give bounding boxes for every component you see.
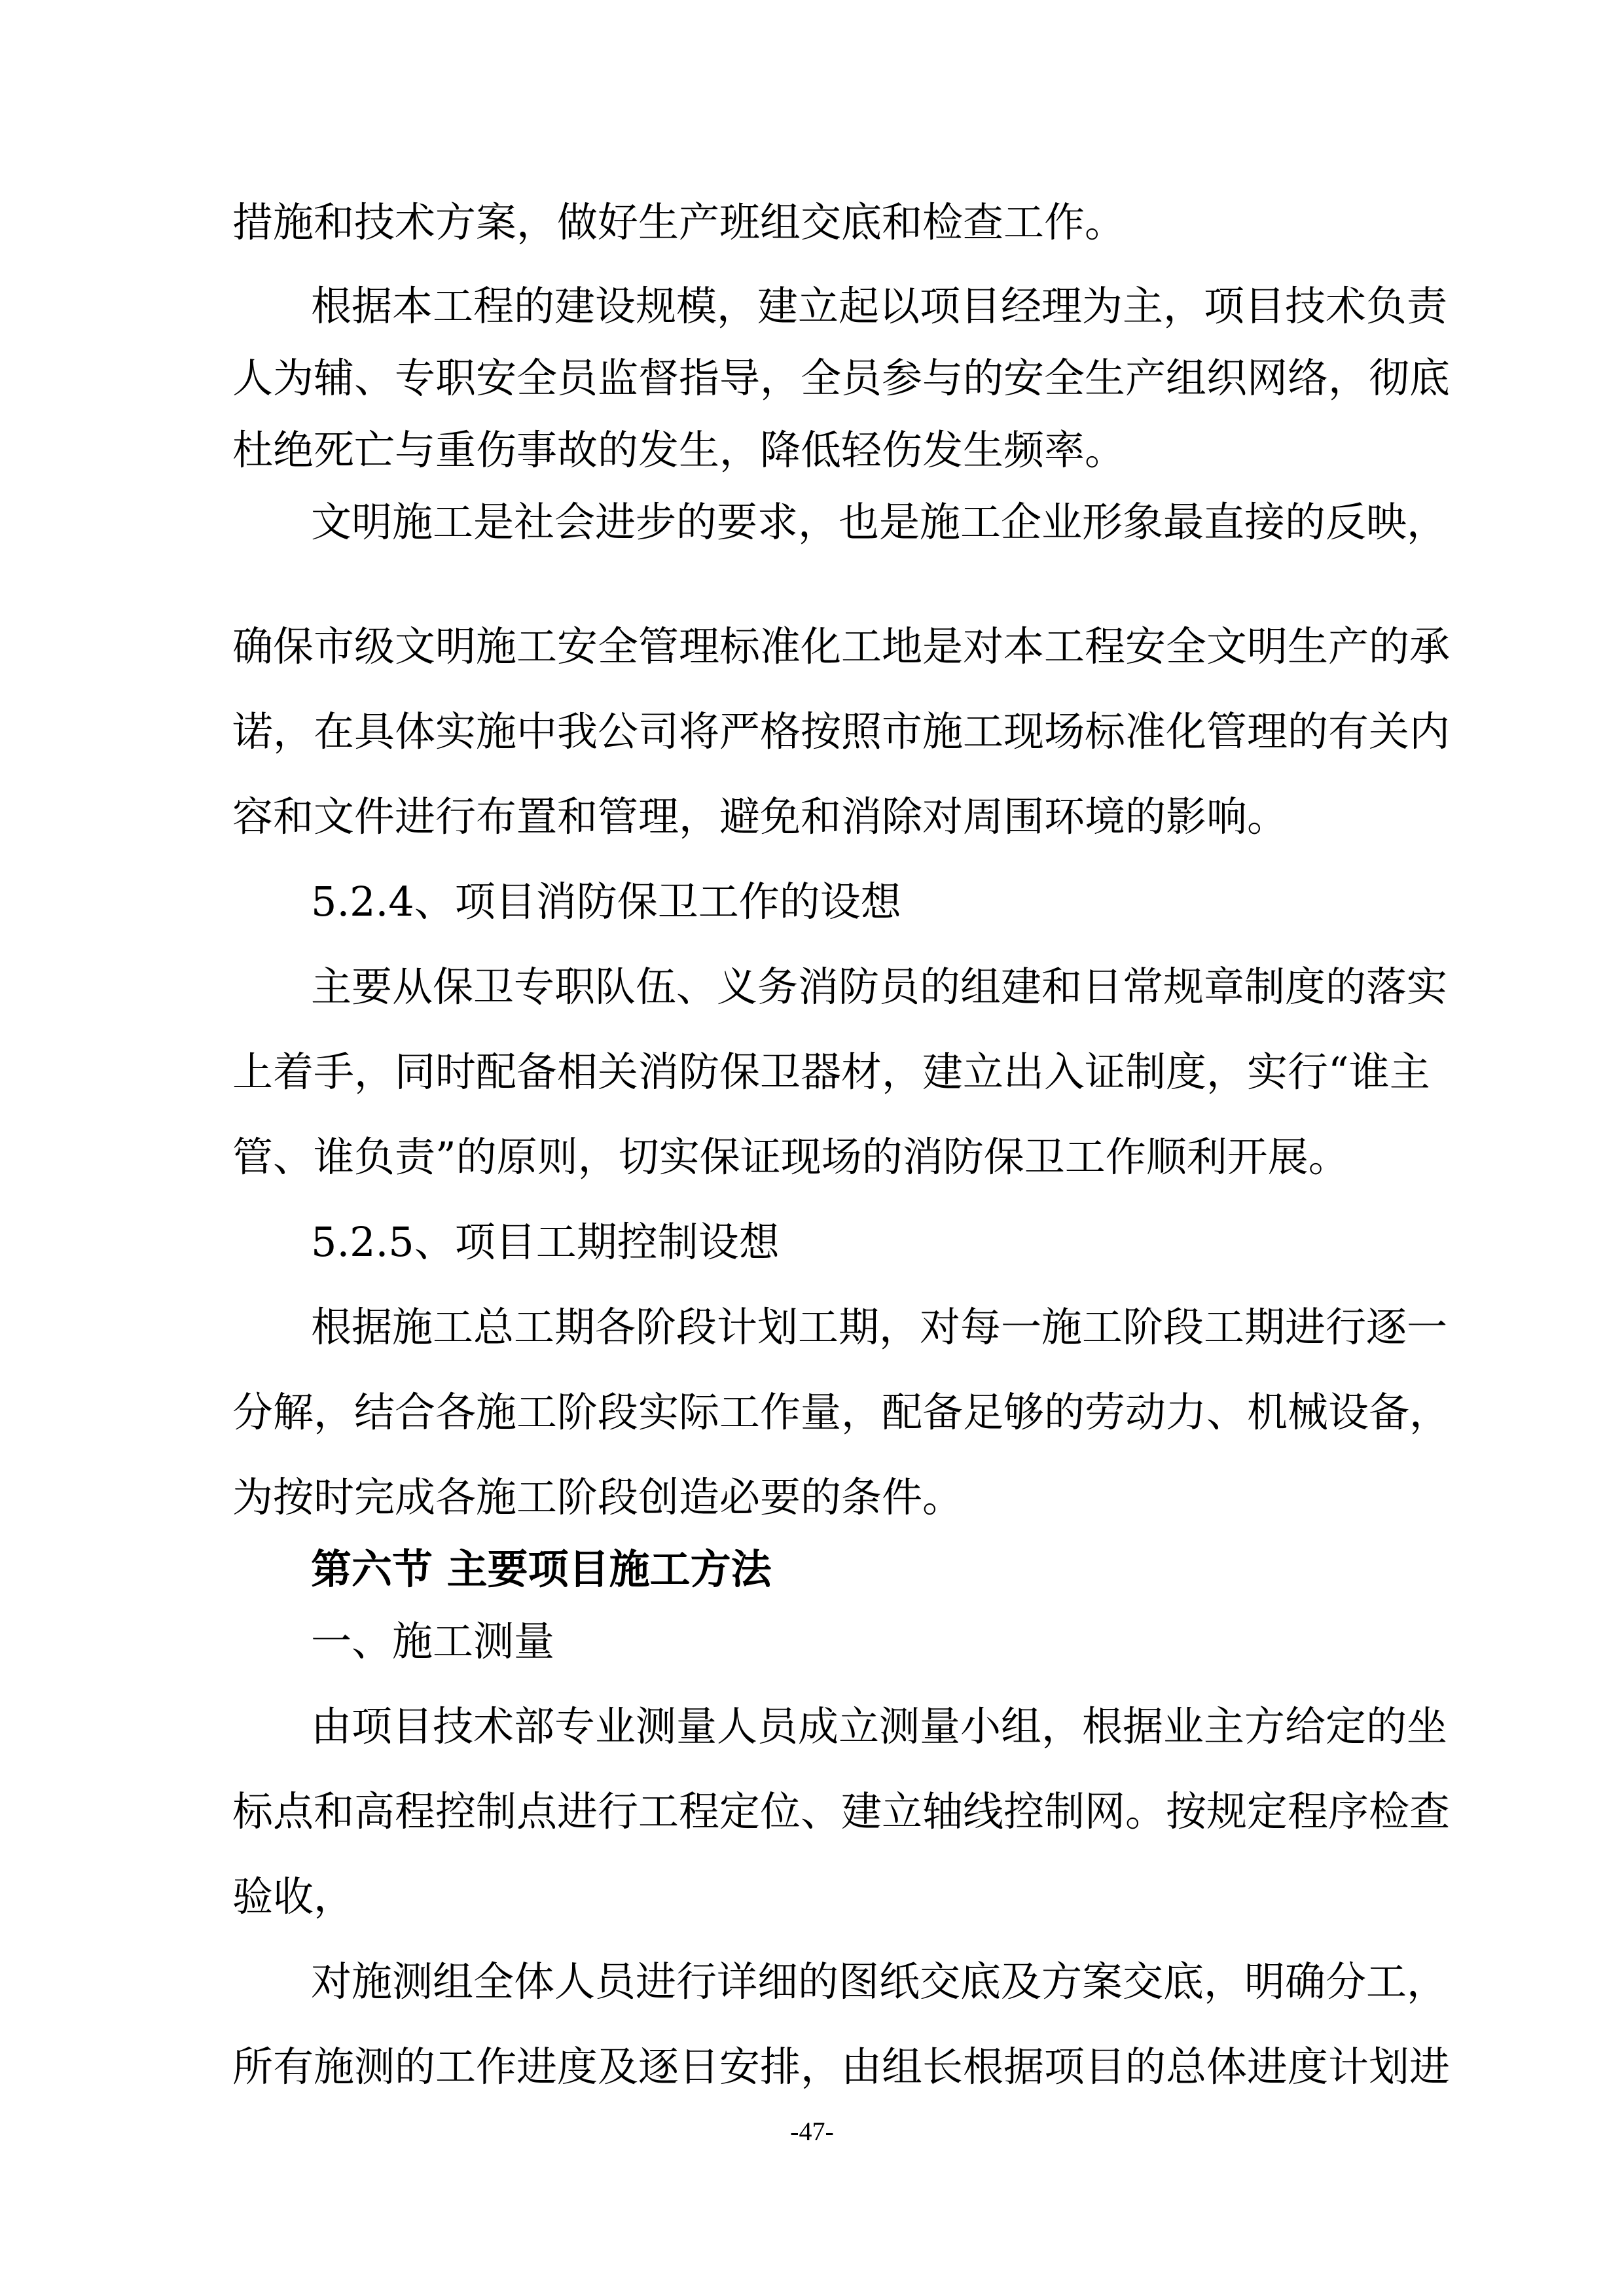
paragraph-line-19: 由项目技术部专业测量人员成立测量小组，根据业主方给定的坐 [311,1702,1448,1750]
page-number: -47- [790,2117,834,2146]
paragraph-line-2: 根据本工程的建设规模，建立起以项目经理为主，项目技术负责 [311,282,1448,330]
paragraph-line-22: 对施测组全体人员进行详细的图纸交底及方案交底，明确分工， [311,1958,1448,2005]
section-heading-5-2-5: 5.2.5、项目工期控制设想 [311,1218,780,1266]
chapter-heading-section-six: 第六节 主要项目施工方法 [311,1545,772,1593]
section-heading-5-2-4: 5.2.4、项目消防保卫工作的设想 [311,878,901,925]
paragraph-line-12: 管、谁负责”的原则，切实保证现场的消防保卫工作顺利开展。 [232,1133,1349,1181]
paragraph-line-3: 人为辅、专职安全员监督指导，全员参与的安全生产组织网络，彻底 [232,354,1451,402]
paragraph-line-1: 措施和技术方案，做好生产班组交底和检查工作。 [232,198,1126,246]
paragraph-line-16: 为按时完成各施工阶段创造必要的条件。 [232,1473,964,1521]
paragraph-line-14: 根据施工总工期各阶段计划工期，对每一施工阶段工期进行逐一 [311,1303,1448,1351]
paragraph-line-23: 所有施测的工作进度及逐日安排，由组长根据项目的总体进度计划进 [232,2043,1451,2090]
paragraph-line-5: 文明施工是社会进步的要求，也是施工企业形象最直接的反映， [311,498,1448,546]
paragraph-line-8: 容和文件进行布置和管理，避免和消除对周围环境的影响。 [232,793,1288,840]
paragraph-line-7: 诺，在具体实施中我公司将严格按照市施工现场标准化管理的有关内 [232,708,1451,755]
paragraph-line-11: 上着手，同时配备相关消防保卫器材，建立出入证制度，实行“谁主 [232,1048,1430,1096]
paragraph-line-10: 主要从保卫专职队伍、义务消防员的组建和日常规章制度的落实 [311,963,1448,1011]
paragraph-line-4: 杜绝死亡与重伤事故的发生，降低轻伤发生频率。 [232,426,1126,474]
subsection-heading-survey: 一、施工测量 [311,1617,555,1665]
paragraph-line-20: 标点和高程控制点进行工程定位、建立轴线控制网。按规定程序检查 [232,1787,1451,1835]
paragraph-line-15: 分解，结合各施工阶段实际工作量，配备足够的劳动力、机械设备， [232,1388,1451,1436]
paragraph-line-21: 验收， [232,1873,355,1920]
paragraph-line-6: 确保市级文明施工安全管理标准化工地是对本工程安全文明生产的承 [232,622,1451,670]
